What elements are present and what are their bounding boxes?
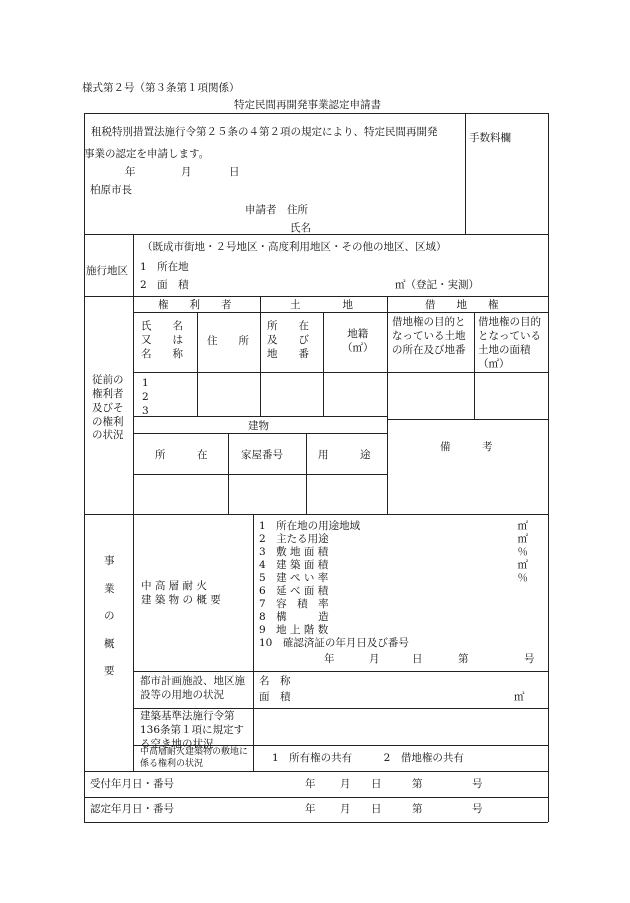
group-land: 土 地: [290, 299, 353, 311]
building-use-header: 用 途: [318, 449, 371, 461]
overview-label: 中 高 層 耐 火 建 築 物 の 概 要: [141, 580, 221, 606]
lease-target-header: 借地権の目的となっている土地の所在及び地番: [392, 316, 466, 356]
application-text-line1: 租税特別措置法施行令第２５条の４第２項の規定により、特定民間再開発: [91, 126, 438, 138]
confirm-go: 号: [524, 653, 535, 665]
overview-items: 1 所在地の用途地域 2 主たる用途 3 敷 地 面 積 4 建 築 面 積 5 建 ぺ い 率 6 延 べ 面 積 7 容 積 率 8 構 造 9 地 上 階 数 10 確認済証の年月日及び番号: [259, 520, 409, 650]
site-area: 2 面 積: [140, 279, 189, 291]
reception-label: 受付年月日・番号: [90, 778, 174, 790]
fee-column-label: 手数料欄: [469, 132, 511, 144]
group-lease: 借 地 権: [425, 299, 499, 311]
form-title: 特定民間再開発事業認定申請書: [234, 99, 381, 111]
land-location-header: 所 在 及 び 地 番: [267, 320, 309, 360]
site-location: 1 所在地: [140, 261, 189, 273]
application-text-line2: 事業の認定を申請します。: [84, 148, 210, 160]
building-header: 建物: [248, 420, 269, 432]
site-zones: （既成市街地・２号地区・高度利用地区・その他の地区、区域）: [142, 241, 447, 253]
date-year: 年: [125, 166, 136, 178]
urban-area-unit: ㎡: [514, 691, 525, 703]
address-label: 住所: [287, 204, 308, 216]
date-day: 日: [229, 166, 240, 178]
owner-name-header: 氏 名 又 は 名 称: [141, 320, 183, 360]
urban-facilities-label: 都市計画施設、地区施設等の用地の状況: [140, 675, 245, 701]
site-area-unit: ㎡（登記・実測）: [395, 279, 479, 291]
lease-area-header: 借地権の目的となっている土地の面積（㎡）: [478, 316, 541, 370]
building-location-header: 所 在: [155, 449, 208, 461]
certification-day: 日: [371, 803, 382, 815]
project-label: 事 業 の 概 要: [104, 555, 115, 678]
reception-go: 号: [472, 778, 483, 790]
group-owner: 権 利 者: [158, 299, 232, 311]
owner-address-header: 住 所: [207, 335, 249, 347]
overview-units: ㎡ ㎡ ％ ㎡ ％: [517, 520, 528, 585]
certification-go: 号: [472, 803, 483, 815]
urban-name-label: 名 称: [259, 675, 291, 687]
row-numbers: 1 2 3: [142, 377, 149, 417]
reception-no: 第: [412, 778, 423, 790]
urban-area-label: 面 積: [259, 691, 291, 703]
certification-label: 認定年月日・番号: [90, 803, 174, 815]
rights-options: 1 所有権の共有 2 借地権の共有: [272, 752, 464, 764]
confirm-month: 月: [369, 653, 380, 665]
rights-label: 従前の 権利者 及びそ の権利 の状況: [92, 374, 124, 442]
confirm-day: 日: [412, 653, 423, 665]
site-label: 施行地区: [86, 265, 128, 277]
rights-status-label: 中高層耐火建築物の敷地に係る権利の状況: [140, 747, 249, 769]
building-number-header: 家屋番号: [241, 449, 283, 461]
form-number: 様式第２号（第３条第１項関係）: [82, 82, 240, 94]
date-month: 月: [181, 166, 192, 178]
certification-no: 第: [412, 803, 423, 815]
land-category-header: 地籍 （㎡）: [342, 328, 374, 354]
confirm-year: 年: [324, 653, 335, 665]
open-space-label: 建築基準法施行令第136条第１項に規定する空き地の状況: [140, 710, 245, 750]
reception-year: 年: [305, 778, 316, 790]
applicant-label: 申請者: [245, 204, 277, 216]
reception-month: 月: [340, 778, 351, 790]
addressee: 柏原市長: [90, 184, 132, 196]
remarks-header: 備 考: [440, 441, 493, 453]
reception-day: 日: [371, 778, 382, 790]
confirm-no: 第: [458, 653, 469, 665]
name-label: 氏名: [290, 222, 311, 234]
certification-year: 年: [305, 803, 316, 815]
certification-month: 月: [340, 803, 351, 815]
